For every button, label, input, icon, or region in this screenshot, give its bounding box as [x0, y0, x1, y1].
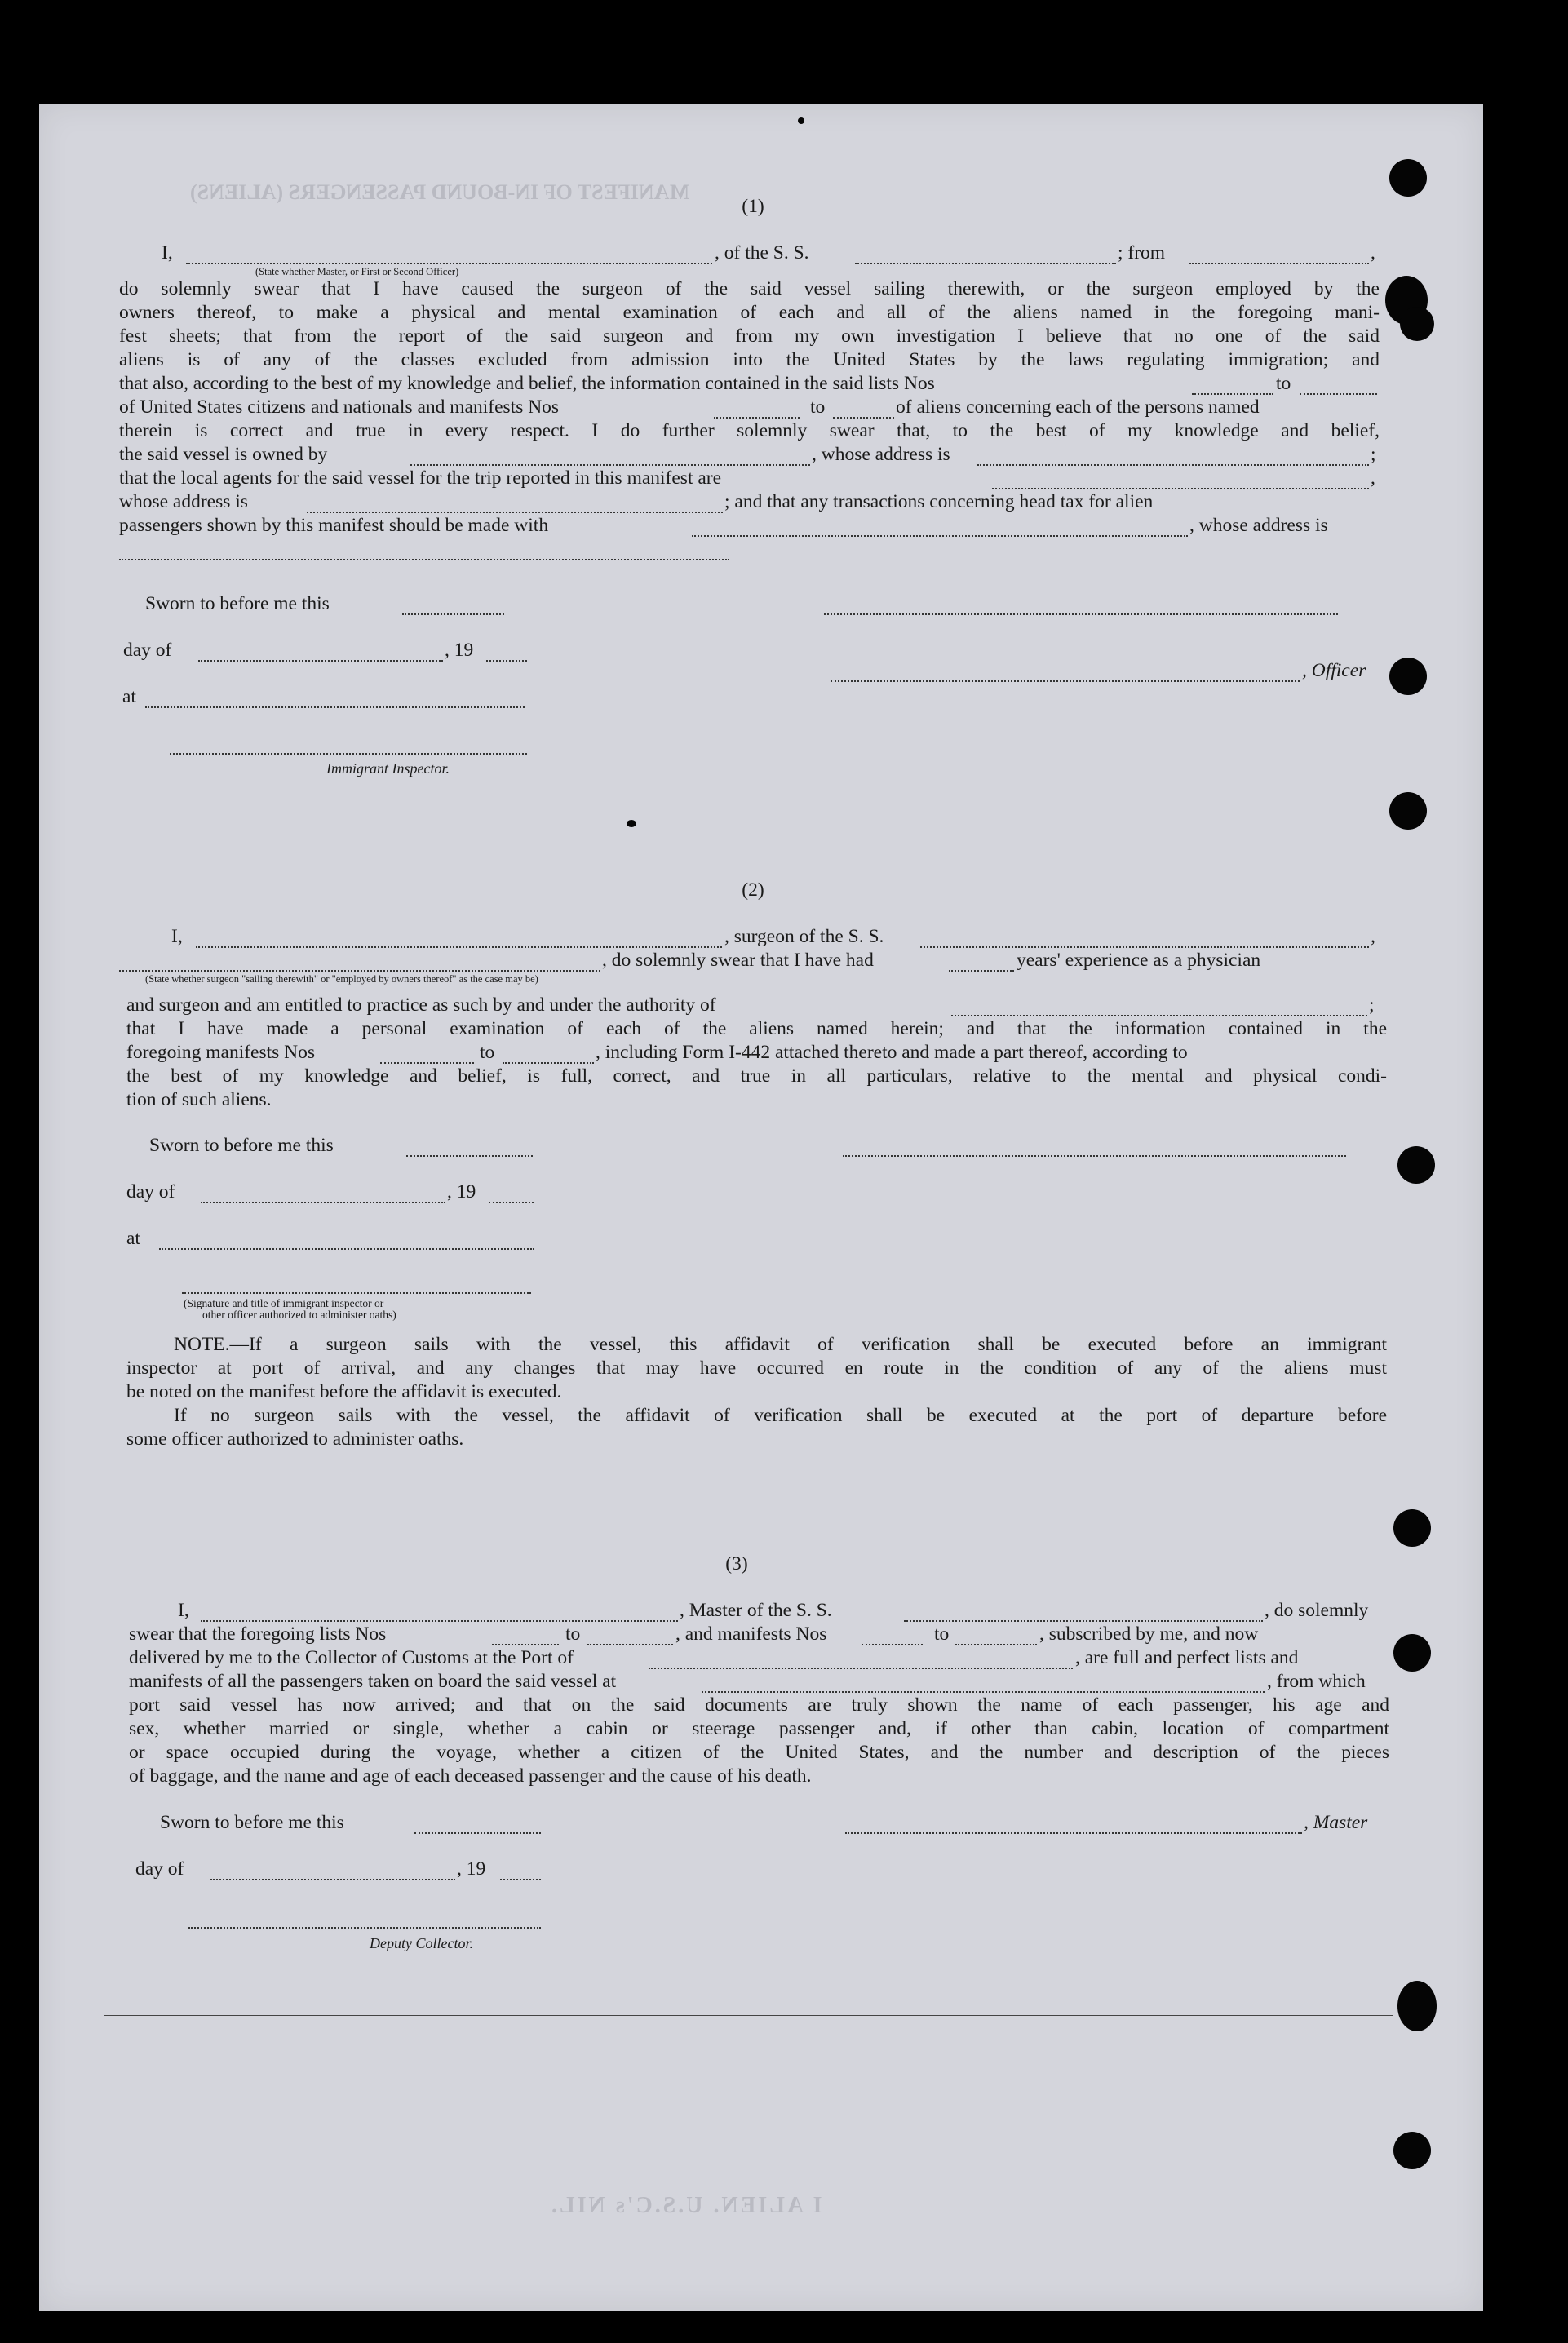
- punch-hole: [1393, 2132, 1431, 2169]
- s3-para-3b: , from which: [1267, 1671, 1366, 1692]
- punch-hole: [1397, 1146, 1435, 1184]
- s1-day-line: [198, 660, 443, 662]
- bleed-through-footer: I ALIEN. U.S.C's NIL.: [549, 2193, 822, 2218]
- s1-inspector-signature-line: [170, 753, 527, 755]
- s1-para-line-10a: whose address is: [119, 491, 248, 512]
- s3-master-name-line: [201, 1620, 678, 1622]
- speck: [627, 820, 636, 827]
- s2-surgeon-name-line: [196, 946, 722, 948]
- s3-para-1c: , and manifests Nos: [675, 1623, 827, 1645]
- s3-master-label: , Master of the S. S.: [680, 1600, 832, 1621]
- s1-lists-from-line: [1192, 393, 1273, 395]
- s2-year-line: [489, 1202, 534, 1203]
- s2-para-3c: , including Form I-442 attached thereto and made a part thereof, according to: [596, 1042, 1188, 1063]
- punch-hole: [1400, 307, 1434, 341]
- s1-master-note: (State whether Master, or First or Second Officer): [255, 266, 459, 277]
- s2-at-label: at: [126, 1228, 140, 1249]
- s3-sworn-label: Sworn to before me this: [160, 1812, 344, 1833]
- s2-day-of-label: day of: [126, 1181, 175, 1203]
- s3-manifests-from-line: [862, 1644, 923, 1645]
- s1-from-label: ; from: [1118, 242, 1166, 264]
- s1-agents-line: [992, 488, 1369, 489]
- s1-at-label: at: [122, 686, 136, 707]
- punch-hole: [1393, 1509, 1431, 1547]
- s1-para-line-8b: , whose address is: [812, 444, 950, 465]
- speck: [798, 117, 804, 124]
- s1-manifests-from-line: [714, 417, 800, 419]
- punch-hole: [1389, 159, 1427, 197]
- s1-inspector-label: Immigrant Inspector.: [326, 760, 450, 777]
- s2-surgeon-label: , surgeon of the S. S.: [724, 926, 884, 947]
- punch-hole: [1389, 792, 1427, 830]
- s1-year-label: , 19: [445, 640, 474, 661]
- s1-owner-line: [410, 464, 810, 466]
- s2-para-3a: foregoing manifests Nos: [126, 1042, 316, 1063]
- s2-para-1a: and surgeon and am entitled to practice as such by and under the authority of: [126, 994, 716, 1016]
- s1-sworn-line: [402, 613, 504, 615]
- s2-line-2a: , do solemnly swear that I have had: [602, 950, 874, 971]
- s3-master-signature-line: [845, 1832, 1302, 1834]
- s2-manifests-from-line: [380, 1062, 474, 1064]
- s1-comma: ,: [1371, 242, 1375, 264]
- s2-para-1b: ;: [1369, 994, 1375, 1016]
- s3-deputy-signature-line: [188, 1927, 541, 1929]
- s2-years-line: [949, 970, 1014, 972]
- s1-para-line-1: do solemnly swear that I have caused the surgeon of the said vessel sailing therewith, or the surgeon employed by the: [119, 278, 1380, 299]
- s1-para-line-10b: ; and that any transactions concerning head tax for alien: [724, 491, 1154, 512]
- s3-embark-port-line: [702, 1691, 1265, 1693]
- s3-year-label: , 19: [457, 1858, 486, 1880]
- s3-day-line: [210, 1879, 455, 1880]
- s3-para-3a: manifests of all the passengers taken on board the said vessel at: [129, 1671, 617, 1692]
- s1-para-line-5b: to: [1276, 373, 1291, 394]
- s3-sworn-line: [414, 1832, 541, 1834]
- s3-para-5: sex, whether married or single, whether a cabin or steerage passenger and, if other than cabin, location of compartment: [129, 1718, 1389, 1739]
- s1-head-tax-line: [692, 535, 1188, 537]
- s3-manifests-to-line: [955, 1644, 1037, 1645]
- s2-authority-line: [951, 1015, 1367, 1016]
- section-3-heading: (3): [725, 1553, 748, 1575]
- s2-surgeon-type-line: [119, 970, 600, 972]
- s1-officer-line: [831, 680, 1300, 682]
- s1-officer-name-line: [186, 263, 712, 264]
- bleed-through-header: MANIFEST OF IN-BOUND PASSENGERS (ALIENS): [190, 180, 690, 204]
- s1-officer-signature-line: [824, 613, 1338, 615]
- s1-para-line-8a: the said vessel is owned by: [119, 444, 328, 465]
- s1-para-line-6b: to: [810, 396, 826, 418]
- punch-hole: [1393, 1634, 1431, 1672]
- s1-day-of-label: day of: [123, 640, 172, 661]
- s1-para-line-11b: , whose address is: [1189, 515, 1328, 536]
- s1-para-line-6c: of aliens concerning each of the persons named: [896, 396, 1260, 418]
- s1-ship-name-line: [855, 263, 1116, 264]
- s3-para-1d: to: [934, 1623, 950, 1645]
- s1-para-line-2: owners thereof, to make a physical and mental examination of each and all of the aliens named in the foregoing mani-: [119, 302, 1380, 323]
- s3-para-7: of baggage, and the name and age of each deceased passenger and the cause of his death.: [129, 1765, 812, 1787]
- s1-para-line-3: fest sheets; that from the report of the said surgeon and from my own investigation I believe that no one of the said: [119, 326, 1380, 347]
- s1-manifests-to-line: [833, 417, 894, 419]
- s1-para-line-11a: passengers shown by this manifest should be made with: [119, 515, 549, 536]
- s2-para-2: that I have made a personal examination of each of the aliens named herein; and that the information contained in the: [126, 1018, 1387, 1039]
- s3-year-line: [500, 1879, 541, 1880]
- s1-para-line-8c: ;: [1371, 444, 1376, 465]
- s2-day-line: [201, 1202, 445, 1203]
- s1-from-line: [1189, 263, 1369, 264]
- s1-para-line-6a: of United States citizens and nationals and manifests Nos: [119, 396, 560, 418]
- s3-para-4: port said vessel has now arrived; and that on the said documents are truly shown the name of each passenger, his age and: [129, 1694, 1389, 1716]
- s1-para-line-9b: ,: [1371, 467, 1375, 489]
- s2-i-label: I,: [171, 926, 183, 947]
- s3-para-1b: to: [565, 1623, 581, 1645]
- s3-para-2a: delivered by me to the Collector of Customs at the Port of: [129, 1647, 574, 1668]
- s3-master-sig-label: , Master: [1304, 1812, 1368, 1833]
- s3-port-line: [649, 1668, 1073, 1669]
- s1-of-ss-label: , of the S. S.: [715, 242, 809, 264]
- s2-surgeon-signature-line: [843, 1155, 1346, 1157]
- s2-manifests-to-line: [503, 1062, 594, 1064]
- s1-owner-address-line: [977, 464, 1369, 466]
- s2-note-line-1: NOTE.—If a surgeon sails with the vessel, this affidavit of verification shall be executed before an immigrant: [174, 1334, 1387, 1355]
- s1-year-line: [486, 660, 527, 662]
- section-1-heading: (1): [742, 196, 764, 217]
- s2-note-line-5: some officer authorized to administer oaths.: [126, 1428, 464, 1450]
- s2-year-label: , 19: [447, 1181, 476, 1203]
- s2-note-line-2: inspector at port of arrival, and any changes that may have occurred en route in the condition of any of the aliens must: [126, 1358, 1387, 1379]
- s3-para-6: or space occupied during the voyage, whether a citizen of the United States, and the number and description of the pieces: [129, 1742, 1389, 1763]
- s1-sworn-label: Sworn to before me this: [145, 593, 330, 614]
- s3-i-label: I,: [178, 1600, 189, 1621]
- s3-lists-to-line: [587, 1644, 673, 1645]
- s2-para-4: the best of my knowledge and belief, is full, correct, and true in all particulars, relative to the mental and physical condi-: [126, 1065, 1387, 1087]
- s1-i-label: I,: [162, 242, 173, 264]
- s2-surgeon-note: (State whether surgeon "sailing therewith" or "employed by owners thereof" as the case may be): [145, 973, 538, 985]
- s1-para-line-5a: that also, according to the best of my knowledge and belief, the information contained in the said lists Nos: [119, 373, 935, 394]
- s1-para-line-9a: that the local agents for the said vessel for the trip reported in this manifest are: [119, 467, 722, 489]
- s2-note-line-4: If no surgeon sails with the vessel, the affidavit of verification shall be executed at the port of departure before: [174, 1405, 1387, 1426]
- s3-para-1a: swear that the foregoing lists Nos: [129, 1623, 387, 1645]
- s3-ship-line: [904, 1620, 1263, 1622]
- s2-signature-note-2: other officer authorized to administer oaths): [202, 1309, 396, 1321]
- s1-lists-to-line: [1300, 393, 1377, 395]
- s3-deputy-label: Deputy Collector.: [370, 1935, 473, 1951]
- s3-line-1-end: , do solemnly: [1265, 1600, 1369, 1621]
- s2-sworn-label: Sworn to before me this: [149, 1135, 334, 1156]
- s3-para-2b: , are full and perfect lists and: [1075, 1647, 1299, 1668]
- punch-hole: [1389, 658, 1427, 695]
- s2-ship-line: [920, 946, 1369, 948]
- s2-signature-note-1: (Signature and title of immigrant inspector or: [184, 1297, 384, 1309]
- s2-inspector-signature-line: [182, 1292, 531, 1294]
- s2-para-5: tion of such aliens.: [126, 1089, 272, 1110]
- s2-sworn-line: [406, 1155, 533, 1157]
- s2-para-3b: to: [480, 1042, 495, 1063]
- s1-para-line-4: aliens is of any of the classes excluded from admission into the United States by the laws regulating immigration; and: [119, 349, 1380, 370]
- s1-agents-address-line: [307, 512, 723, 513]
- s2-note-line-3: be noted on the manifest before the affidavit is executed.: [126, 1381, 562, 1402]
- bottom-rule: [104, 2015, 1393, 2016]
- s3-lists-from-line: [492, 1644, 559, 1645]
- manifest-page: [39, 104, 1483, 2311]
- s3-day-of-label: day of: [135, 1858, 184, 1880]
- punch-hole: [1397, 1981, 1437, 2031]
- s2-comma: ,: [1371, 926, 1375, 947]
- s2-at-line: [159, 1248, 534, 1250]
- section-2-heading: (2): [742, 879, 764, 901]
- s1-para-line-7: therein is correct and true in every respect. I do further solemnly swear that, to the best of my knowledge and belief,: [119, 420, 1380, 441]
- s1-at-line: [145, 706, 525, 708]
- s2-line-2b: years' experience as a physician: [1017, 950, 1261, 971]
- s3-para-1e: , subscribed by me, and now: [1039, 1623, 1259, 1645]
- s1-officer-label: , Officer: [1302, 660, 1366, 681]
- s1-head-tax-address-line: [119, 559, 729, 560]
